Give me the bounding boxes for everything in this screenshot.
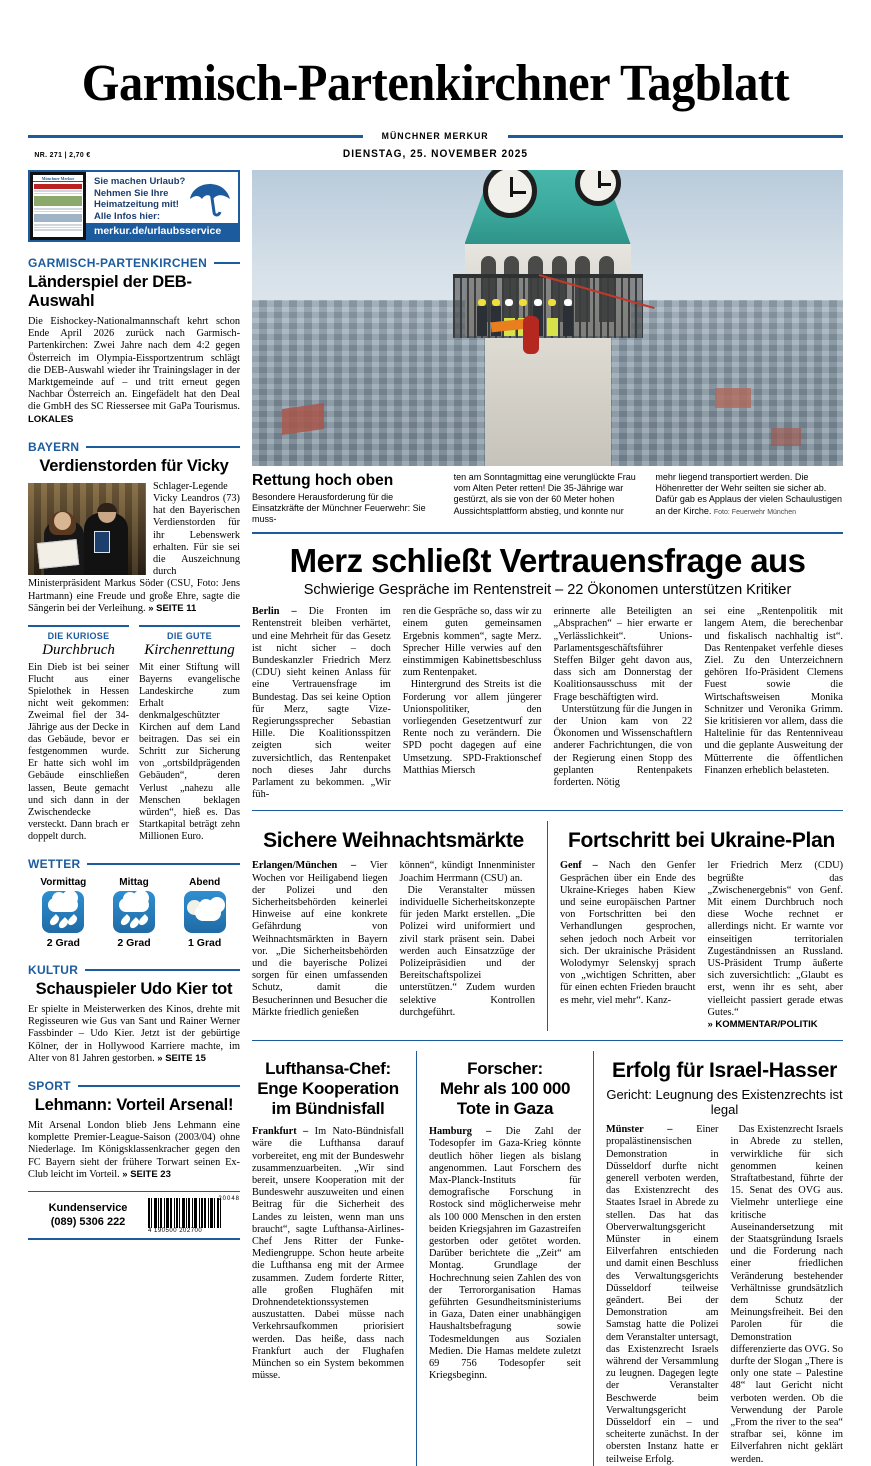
umbrella-icon bbox=[188, 178, 232, 218]
headline-gaza[interactable] bbox=[429, 1059, 581, 1119]
section-rule bbox=[78, 1085, 240, 1087]
lead-col-3 bbox=[554, 606, 693, 801]
body-lufthansa bbox=[252, 1126, 404, 1382]
section-label-gap bbox=[28, 256, 240, 270]
mini-rule bbox=[28, 625, 129, 627]
section-label-text: SPORT bbox=[28, 1078, 71, 1093]
weather-slot-temp: 2 Grad bbox=[46, 936, 80, 949]
barcode bbox=[148, 1198, 240, 1232]
sun-cloud-icon bbox=[184, 891, 226, 933]
subhead-merz-vertrauensfrage: Schwierige Gespräche im Rentenstreit – 22 Ökonomen unterstützen Kritiker bbox=[303, 582, 792, 599]
headline-lehmann[interactable]: Lehmann: Vorteil Arsenal! bbox=[34, 1095, 234, 1114]
church-tower-illustration bbox=[443, 170, 653, 466]
paragraph bbox=[708, 860, 844, 1031]
section-label-text: BAYERN bbox=[28, 439, 80, 454]
customer-service-label: Kundenservice bbox=[48, 1202, 128, 1214]
section-label-text: WETTER bbox=[28, 856, 81, 871]
weather-slot-temp: 2 Grad bbox=[117, 936, 151, 949]
caption-col-2 bbox=[454, 472, 642, 526]
ukraine-columns bbox=[560, 860, 843, 1031]
paragraph: ren die Gespräche so, dass wir zu einem guten gemeinsamen Ergebnis kommen“, sagte Merz. Sprecher Hille verwies auf den einstimmigen Kabinettsbeschluss zum Rentenpaket. bbox=[402, 606, 542, 679]
headline-line: im Bündnisfall bbox=[271, 1099, 385, 1119]
ref-seite-11[interactable]: » SEITE 11 bbox=[148, 602, 197, 614]
customer-service-text bbox=[28, 1201, 148, 1229]
barcode-addon: 20048 bbox=[218, 1196, 240, 1202]
body-text: Schlager-Legende Vicky Leandros (73) hat den Bayerischen Verdienstorden für ihr Lebenswerk erhalten. Für sie sei die Auszeichnung durch Ministerpräsident Markus Söder (CSU, Foto: Jens Hartmann) eine Freude und große Ehre, sagte die Sängerin bei der Verleihung. bbox=[28, 480, 240, 614]
headline-line: Enge Kooperation bbox=[257, 1079, 399, 1099]
vertical-divider bbox=[593, 1051, 594, 1466]
paragraph: sei eine „Rentenpolitik mit langem Atem, die berechenbar und fiskalisch nachhaltig ist“. Das Rentenpaket verfehle dieses Ziel. Zu den Unterzeichnern gehören Ifo-Präsident Clemens Fuest sowie die Wirtschaftsweisen Monika Schnitzer und Veronika Grimm. Sie kritisieren vor allem, dass die Haltelinie für das Rentenniveau und die geplante Ausweitung der Mütterrente die öffentlichen Finanzen erheblich belasteten. bbox=[704, 606, 843, 776]
caption-title: Rettung hoch oben bbox=[252, 472, 394, 489]
caption-col-3 bbox=[655, 472, 843, 526]
story-weihnachtsmaerkte bbox=[252, 821, 535, 1031]
page-content bbox=[0, 160, 871, 1466]
paragraph: erinnerte alle Beteiligten an „Absprachen“ – hier erwarte er „Verlässlichkeit“. Unions-Parlamentsgeschäftsführer Steffen Bilger geht davon aus, dass sich am Donnerstag der Koalitionsausschuss mit der Frage beschäftigten wird. bbox=[553, 606, 693, 703]
ad-line-4: Alle Infos hier: bbox=[94, 210, 160, 222]
dateline: Genf bbox=[560, 860, 582, 872]
ukraine-col-1 bbox=[560, 860, 696, 1031]
mid-story-row bbox=[252, 821, 843, 1031]
body-udo-kier bbox=[28, 1004, 240, 1065]
mini-rule bbox=[139, 625, 240, 627]
column-die-kuriose bbox=[28, 625, 129, 843]
rain-cloud-icon bbox=[113, 891, 155, 933]
barcode-bars bbox=[148, 1198, 240, 1228]
ad-tablet-thumbnail bbox=[30, 172, 86, 240]
ad-url[interactable]: merkur.de/urlaubsservice bbox=[86, 223, 238, 240]
section-label-bayern bbox=[28, 440, 240, 454]
vertical-divider bbox=[416, 1051, 417, 1466]
paragraph-text: Einer propalästinensischen Demonstration in Düsseldorf durfte nicht generell verboten werden, das Existenzrecht des Staates Israel in Abrede zu stellen. Das hat das Oberverwaltungsgericht Münster in einem Eilverfahren entschieden und damit einen Beschluss des Verwaltungsgerichts Düsseldorf teilweise geändert. Bei der Demonstration am Samstag hatte die Polizei dem Veranstalter untersagt, das Existenzrecht Israels während der Versammlung zu leugnen. Dagegen legte der Veranstalter Beschwerde beim Verwaltungsgericht Düsseldorf ein – und scheiterte zunächst. In der obersten Instanz hatte er teilweise Erfolg. bbox=[606, 1124, 719, 1465]
title-kirchenrettung[interactable]: Kirchenrettung bbox=[144, 641, 235, 658]
headline-line: Tote in Gaza bbox=[456, 1099, 554, 1119]
lead-col-1 bbox=[252, 606, 391, 801]
ukraine-col-2 bbox=[708, 860, 844, 1031]
headline-ukraine-plan[interactable]: Fortschritt bei Ukraine-Plan bbox=[568, 829, 835, 853]
ref-kommentar-politik[interactable]: » KOMMENTAR/POLITIK bbox=[707, 1019, 818, 1030]
caption-text: ten am Sonntagmittag eine verunglückte Frau vom Alten Peter retten! Die 35-Jährige war gestürzt, als sie von der 60 Meter hohen Aussichtsplattform abstieg, und konnte nur bbox=[453, 472, 636, 516]
vertical-divider bbox=[547, 821, 548, 1031]
israel-col-2 bbox=[731, 1124, 844, 1466]
barcode-number: 4 190500 202700 bbox=[148, 1228, 203, 1234]
paragraph: können“, kündigt Innenminister Joachim Herrmann (CSU) an. bbox=[399, 860, 535, 884]
ad-copy bbox=[86, 172, 238, 240]
caption-col-1 bbox=[252, 472, 440, 526]
weather-slot-label: Mittag bbox=[119, 876, 149, 888]
weather-slot-label: Vormittag bbox=[40, 876, 87, 888]
weihnacht-col-1 bbox=[252, 860, 388, 1019]
ad-thumb-title: Münchner Merkur bbox=[33, 175, 83, 182]
column-die-gute bbox=[139, 625, 240, 843]
lead-col-2 bbox=[403, 606, 542, 801]
body-lehmann bbox=[28, 1120, 240, 1181]
ref-seite-23[interactable]: » SEITE 23 bbox=[122, 1168, 171, 1180]
masthead-rule-row bbox=[28, 128, 843, 144]
headline-deb-auswahl[interactable]: Länderspiel der DEB-Auswahl bbox=[28, 273, 192, 310]
israel-columns bbox=[606, 1124, 843, 1466]
paragraph: Hamburg – Die Zahl der Todesopfer im Gaza-Krieg könnte deutlich höher liegen als bislang angenommen. Laut Forschern des Max-Planck-Instituts für demografische Forschung in Rostock sind möglicherweise mehr als 100 000 Menschen in den ersten beiden Kriegsjahren im Gazastreifen gestorben oder getötet worden. Darüber berichtete die „Zeit“ am Montag. Grundlage der Hochrechnung seien Zahlen des von der Terrororganisation Hamas geführten Gesundheitsministeriums in Gaza, Daten einer unabhängigen Haushaltsbefragung sowie Todesmeldungen aus Sozialen Medien. Die Hamas meldete zuletzt 69 756 Todesopfer seit Kriegsbeginn. bbox=[429, 1126, 581, 1382]
network-name: MÜNCHNER MERKUR bbox=[382, 130, 489, 142]
paragraph: Die Veranstalter müssen individuelle Sicherheitskonzepte für jeden Markt erstellen. „Die Polizei wird uniformiert und zivil stark präsent sein. Dabei werden auch Einsatzzüge der Polizeipräsidien und der Bereitschaftspolizei unterstützen.“ Zudem wurden selektive Kontrollen durchgeführt. bbox=[399, 884, 535, 1018]
bottom-rule bbox=[28, 1238, 240, 1240]
lead-col-4 bbox=[704, 606, 843, 801]
dateline: Münster bbox=[606, 1124, 644, 1136]
section-label-text: KULTUR bbox=[28, 962, 79, 977]
holiday-service-ad[interactable] bbox=[28, 170, 240, 242]
paragraph: Unterstützung für die Jungen in der Union kam von 22 Ökonomen und Wissenschaftlern anderer Fachrichtungen, die von der Regierung einen Stopp des geplanten Rentenpakets forderten. Nötig bbox=[553, 703, 693, 788]
bottom-story-row bbox=[252, 1051, 843, 1466]
story-lufthansa bbox=[252, 1051, 404, 1466]
weather-widget bbox=[28, 877, 240, 949]
paragraph-text: Die Fronten im Rentenstreit bleiben verhärtet, und eine Mehrheit für das Gesetz ist nicht sicher – doch Bundeskanzler Friedrich Merz (CDU) sieht keinen Anlass für eine Vertrauensfrage im Bundestag. Das sei keine Option für Merz, sagte Vize-Regierungssprecher Sebastian Hille. Die Koalitionsspitzen zeigten sich weiter zuversichtlich, das Rentenpaket noch dieses Jahr durchs Parlament zu bekommen. „Wir füh- bbox=[252, 606, 391, 801]
story-israel bbox=[606, 1051, 843, 1466]
lead-divider bbox=[252, 532, 843, 535]
body-deb-auswahl bbox=[28, 316, 240, 426]
headline-line: Mehr als 100 000 bbox=[439, 1079, 571, 1099]
photo-caption bbox=[252, 472, 843, 526]
weather-slot-mittag bbox=[99, 877, 170, 949]
dateline: Frankfurt bbox=[252, 1126, 297, 1138]
section-label-kultur bbox=[28, 963, 240, 977]
body-text: Er spielte in Meisterwerken des Kinos, drehte mit Regisseuren wie Gus van Sant und Rainer Werner Fassbinder – Udo Kier. Jetzt ist der gebürtige Kölner, der in Hollywood Karriere machte, im Alter von 81 Jahren gestorben. bbox=[28, 1003, 240, 1064]
main-content bbox=[252, 170, 843, 1466]
weihnacht-col-2 bbox=[400, 860, 536, 1019]
ad-line-3: Heimatzeitung mit! bbox=[94, 199, 179, 211]
paragraph: Erlangen/München – Vier Wochen vor Heiligabend liegen der Polizei und den Sicherheitsbehörden keinerlei Hinweise auf eine konkrete Gefährdung von Weihnachtsmärkten in Bayern vor. „Die Sicherheitsbehörden und die bayerische Polizei sorgen für einen umfassenden Schutz, damit die Besucherinnen und Besucher die Märkte friedlich genießen bbox=[252, 860, 388, 1018]
body-verdienstorden bbox=[28, 481, 240, 615]
paragraph: Berlin – Die Fronten im Rentenstreit bleiben verhärtet, und eine Mehrheit für das Gesetz ist nicht sicher – doch Bundeskanzler Friedrich Merz (CDU) sieht keinen Anlass für eine Vertrauensfrage im Bundestag. Das sei keine Option für Merz, sagte Vize-Regierungssprecher Sebastian Hille. Die Koalitionsspitzen zeigten sich weiter zuversichtlich, das Rentenpaket noch dieses Jahr durchs Parlament zu bekommen. „Wir füh- bbox=[252, 606, 391, 801]
kuriose-gute-row bbox=[28, 625, 240, 843]
ad-line-1: Sie machen Urlaub? bbox=[94, 176, 186, 187]
section-rule bbox=[87, 863, 240, 865]
section-rule bbox=[86, 446, 240, 448]
headline-merz-vertrauensfrage[interactable]: Merz schließt Vertrauensfrage aus bbox=[289, 542, 806, 580]
caption-text: mehr liegend transportiert werden. Die Höhenretter der Wehr seilten sie sicher ab. Dafür gab es Applaus der vielen Schaulustigen an der Kirche. bbox=[655, 472, 842, 516]
paragraph-text: Vier Wochen vor Heiligabend liegen der Polizei und den Sicherheitsbehörden keinerlei Hinweise auf eine konkrete Gefährdung von Weihnachtsmärkten in Bayern vor. „Die Sicherheitsbehörden und die bayerische Polizei sorgen für einen umfassenden Schutz, damit die Besucherinnen und Besucher die Märkte friedlich genießen bbox=[252, 860, 388, 1018]
paragraph: Münster – Einer propalästinensischen Demonstration in Düsseldorf durfte nicht generell verboten werden, das Existenzrecht des Staates Israel in Abrede zu stellen. Das hat das Oberverwaltungsgericht Münster in einem Eilverfahren entschieden und damit einen Beschluss des Verwaltungsgerichts Düsseldorf teilweise geändert. Bei der Demonstration am Samstag hatte die Polizei dem Veranstalter untersagt, das Existenzrecht Israels während der Versammlung zu leugnen. Dagegen legte der Veranstalter Beschwerde beim Verwaltungsgericht Düsseldorf ein – und scheiterte zunächst. In der obersten Instanz hatte er teilweise Erfolg. bbox=[606, 1124, 719, 1465]
caption-text-3 bbox=[655, 472, 843, 518]
masthead bbox=[0, 0, 871, 160]
photo-vicky-leandros bbox=[28, 483, 146, 575]
weihnacht-columns bbox=[252, 860, 535, 1019]
paragraph: Genf – Nach den Genfer Gesprächen über ein Ende des Ukraine-Krieges haben Kiew und seine europäischen Partner von Fortschritten bei den Verhandlungen gesprochen, sehen jedoch noch Arbeit vor sich. Der ukrainische Präsident Wolodymyr Selenskyj sprach von „wichtigen Schritten, aber für einen echten Frieden braucht es mehr, viel mehr“. Kanz- bbox=[560, 860, 696, 1006]
headline-weihnachtsmaerkte[interactable]: Sichere Weihnachtsmärkte bbox=[263, 829, 524, 853]
weather-slot-vormittag bbox=[28, 877, 99, 949]
story-divider bbox=[252, 810, 843, 811]
body-kirchenrettung: Mit einer Stiftung will Bayerns evangelische Landeskirche zum Erhalt denkmalgeschützter Kirchen auf dem Land beitragen. Das sei ein Schritt zur Sicherung von „ortsbildprägenden Gebäuden“, deren Verlust „nahezu alle Menschen beklagen würden“, hieß es. Das Startkapital beträgt zehn Millionen Euro. bbox=[139, 661, 240, 842]
israel-col-1 bbox=[606, 1124, 719, 1466]
headline-line: Lufthansa-Chef: bbox=[265, 1059, 391, 1079]
section-label-wetter bbox=[28, 857, 240, 871]
body-text: Die Eishockey-Nationalmannschaft kehrt schon Ende April 2026 zurück nach Garmisch-Partenkirchen: Zwei Jahre nach dem 4:2 gegen Österreich im Olympia-Eissportzentrum schlägt die DEB-Auswahl wieder ihr Trainingslager in der Marktgemeinde auf – und tritt erneut gegen Nachbar Österreich an. Eingefädelt hat den Deal die GmbH des SC Riessersee mit GaPa Tourismus. bbox=[28, 316, 240, 413]
section-rule bbox=[85, 969, 240, 971]
headline-verdienstorden[interactable]: Verdienstorden für Vicky bbox=[39, 456, 229, 475]
ad-line-2: Nehmen Sie Ihre bbox=[94, 187, 169, 199]
headline-udo-kier[interactable]: Schauspieler Udo Kier tot bbox=[35, 979, 233, 998]
masthead-date-row bbox=[28, 148, 843, 160]
customer-service-block bbox=[28, 1191, 240, 1232]
body-durchbruch: Ein Dieb ist bei seiner Flucht aus einer Spielothek in Hessen nicht weit gekommen: Zweimal fiel der 34-Jährige aus der Decke in das Gebäude, bevor er festgenommen wurde. Er hatte sich wohl im Gebäude einschließen lassen, Beute gemacht und sich dann in der Zwischendecke versteckt. Dann brach er doppelt durch. bbox=[28, 661, 129, 842]
publication-date: DIENSTAG, 25. NOVEMBER 2025 bbox=[342, 148, 529, 160]
left-rail bbox=[28, 170, 240, 1466]
paragraph-text: Die Zahl der Todesopfer im Gaza-Krieg könnte deutlich höher liegen als bislang angenommen. Laut Forschern des Max-Planck-Instituts für demografische Forschung in Rostock sind möglicherweise mehr als 100 000 Menschen in den ersten beiden Kriegsjahren im Gazastreifen gestorben oder getötet worden. Darüber berichtete die „Zeit“ am Montag. Grundlage der Hochrechnung seien Zahlen des von der Terrororganisation Hamas geführten Gesundheitsministeriums in Gaza, Daten einer unabhängigen Haushaltsbefragung sowie Todesmeldungen aus Sozialen Medien. Die Hamas meldete zuletzt 69 756 Todesopfer seit Kriegsbeginn. bbox=[429, 1126, 581, 1382]
kicker-die-gute: DIE GUTE bbox=[167, 630, 212, 641]
dateline: Berlin bbox=[252, 606, 280, 618]
photo-alter-peter-rescue bbox=[252, 170, 843, 466]
dateline: Hamburg bbox=[429, 1126, 472, 1138]
story-gaza bbox=[429, 1051, 581, 1466]
paragraph: Hintergrund des Streits ist die Forderung vor allem jüngerer Unionspolitiker, den vorliegenden Gesetzentwurf zur Rente noch zu verändern. Die SPD pocht dagegen auf eine Umsetzung. SPD-Fraktionschef Matthias Miersch bbox=[402, 679, 542, 776]
photo-credit: Foto: Feuerwehr München bbox=[713, 508, 796, 516]
caption-text: Besondere Herausforderung für die Einsatzkräfte der Münchner Feuerwehr: Sie muss- bbox=[252, 492, 426, 525]
rain-cloud-icon bbox=[42, 891, 84, 933]
kicker-die-kuriose: DIE KURIOSE bbox=[47, 630, 110, 641]
title-durchbruch[interactable]: Durchbruch bbox=[42, 641, 115, 658]
masthead-rule-right bbox=[508, 135, 843, 138]
body-text: Mit Arsenal London blieb Jens Lehmann eine komplette Premier-League-Saison (2003/04) ohne Niederlage. Im Königsklassenkracher gegen den FC Bayern sieht der frühere Torwart seinen Ex-Club leicht im Vorteil. bbox=[28, 1119, 240, 1180]
section-rule bbox=[214, 262, 240, 264]
paragraph-text: Im Nato-Bündnisfall wäre die Lufthansa darauf vorbereitet, eng mit der Bundeswehr zusammenzuarbeiten. „Wir sind bereit, unsere Kooperation mit der Bundeswehr auszuweiten und einen Beitrag für die Sicherheit des Landes zu leisten, wenn man uns braucht“, sagte Lufthansa-Airlines-Chef Jens Ritter der Funke-Mediengruppe. Schon heute arbeite die Lufthansa eng mit der Armee zusammen. Zudem forderte Ritter, alle großen Flughäfen mit Drohnendetektionssystemen auszustatten. Dabei müsse nach Verkehrsaufkommen priorisiert werden. Das heiße, dass nach Frankfurt auch der Flughafen München so ein System bekommen müsse. bbox=[252, 1126, 405, 1382]
section-label-text: GARMISCH-PARTENKIRCHEN bbox=[28, 256, 208, 270]
masthead-rule-left bbox=[28, 135, 363, 138]
headline-lufthansa[interactable] bbox=[252, 1059, 404, 1119]
weather-slot-label: Abend bbox=[189, 876, 221, 888]
story-ukraine-plan bbox=[560, 821, 843, 1031]
newspaper-title: Garmisch-Partenkirchner Tagblatt bbox=[81, 55, 790, 112]
paragraph: Frankfurt – Im Nato-Bündnisfall wäre die Lufthansa darauf vorbereitet, eng mit der Bundeswehr zusammenzuarbeiten. „Wir sind bereit, unsere Kooperation mit der Bundeswehr auszuweiten und einen Beitrag für die Sicherheit des Landes zu leisten, wenn man uns braucht“, sagte Lufthansa-Airlines-Chef Jens Ritter der Funke-Mediengruppe. Schon heute arbeite die Lufthansa eng mit der Armee zusammen. Zudem forderte Ritter, alle großen Flughäfen mit Drohnendetektionssystemen auszustatten. Dabei müsse nach Verkehrsaufkommen priorisiert werden. Das heiße, dass nach Frankfurt auch der Flughafen München so ein System bekommen müsse. bbox=[252, 1126, 405, 1382]
paragraph-text: ler Friedrich Merz (CDU) begrüßte das „Zwischenergebnis“ von Genf. Mit einem Durchbruch noch diese Woche rechnet er allerdings nicht. Er warnte vor einseitigen territorialen Zugeständnissen an Russland. US-Präsident Trump äußerte sich zuversichtlich: „Glaubt es erst, wenn ihr es seht, aber vielleicht passiert gerade etwas Gutes.“ bbox=[707, 860, 843, 1018]
dateline: Erlangen/München bbox=[252, 860, 338, 872]
weather-slot-abend bbox=[169, 877, 240, 949]
lead-story-columns bbox=[252, 606, 843, 801]
weather-slot-temp: 1 Grad bbox=[188, 936, 222, 949]
headline-line: Forscher: bbox=[467, 1059, 543, 1079]
paragraph-text: Nach den Genfer Gesprächen über ein Ende des Ukraine-Krieges haben Kiew und seine europäischen Partner von Fortschritten bei den Verhandlungen gesprochen, sehen jedoch noch Arbeit vor sich. Der ukrainische Präsident Wolodymyr Selenskyj sprach von „wichtigen Schritten, aber für einen echten Frieden braucht es mehr, viel mehr“. Kanz- bbox=[560, 860, 696, 1006]
ref-lokales[interactable]: LOKALES bbox=[28, 413, 74, 425]
headline-israel-hasser[interactable]: Erfolg für Israel-Hasser bbox=[611, 1059, 838, 1083]
section-label-sport bbox=[28, 1079, 240, 1093]
issue-number: NR. 271 | 2,70 € bbox=[34, 150, 91, 159]
customer-service-phone: (089) 5306 222 bbox=[50, 1216, 126, 1228]
paragraph: Das Existenzrecht Israels in Abrede zu stellen, verwirkliche für sich genommen keinen Straftatbestand, führte der 15. Senat des OVG aus. Vielmehr unterliege eine kritische Auseinandersetzung mit der Staatsgründung Israels und die Forderung nach einer friedlichen Veränderung bestehender Verhältnisse grundsätzlich dem Schutz der Meinungsfreiheit. Bei den Parolen für die Demonstration differenzierte das OVG. So durfte der Slogan „There is only one state – Palestine 48“ laut Gericht nicht verboten werden. Ob die Verwendung der Parole „From the river to the sea“ strafbar sei, könne im Eilverfahren nicht geklärt werden. bbox=[730, 1124, 843, 1465]
body-gaza bbox=[429, 1126, 581, 1382]
subhead-israel-hasser: Gericht: Leugnung des Existenzrechts ist legal bbox=[606, 1087, 843, 1118]
story-divider bbox=[252, 1040, 843, 1041]
ref-seite-15[interactable]: » SEITE 15 bbox=[157, 1052, 206, 1064]
